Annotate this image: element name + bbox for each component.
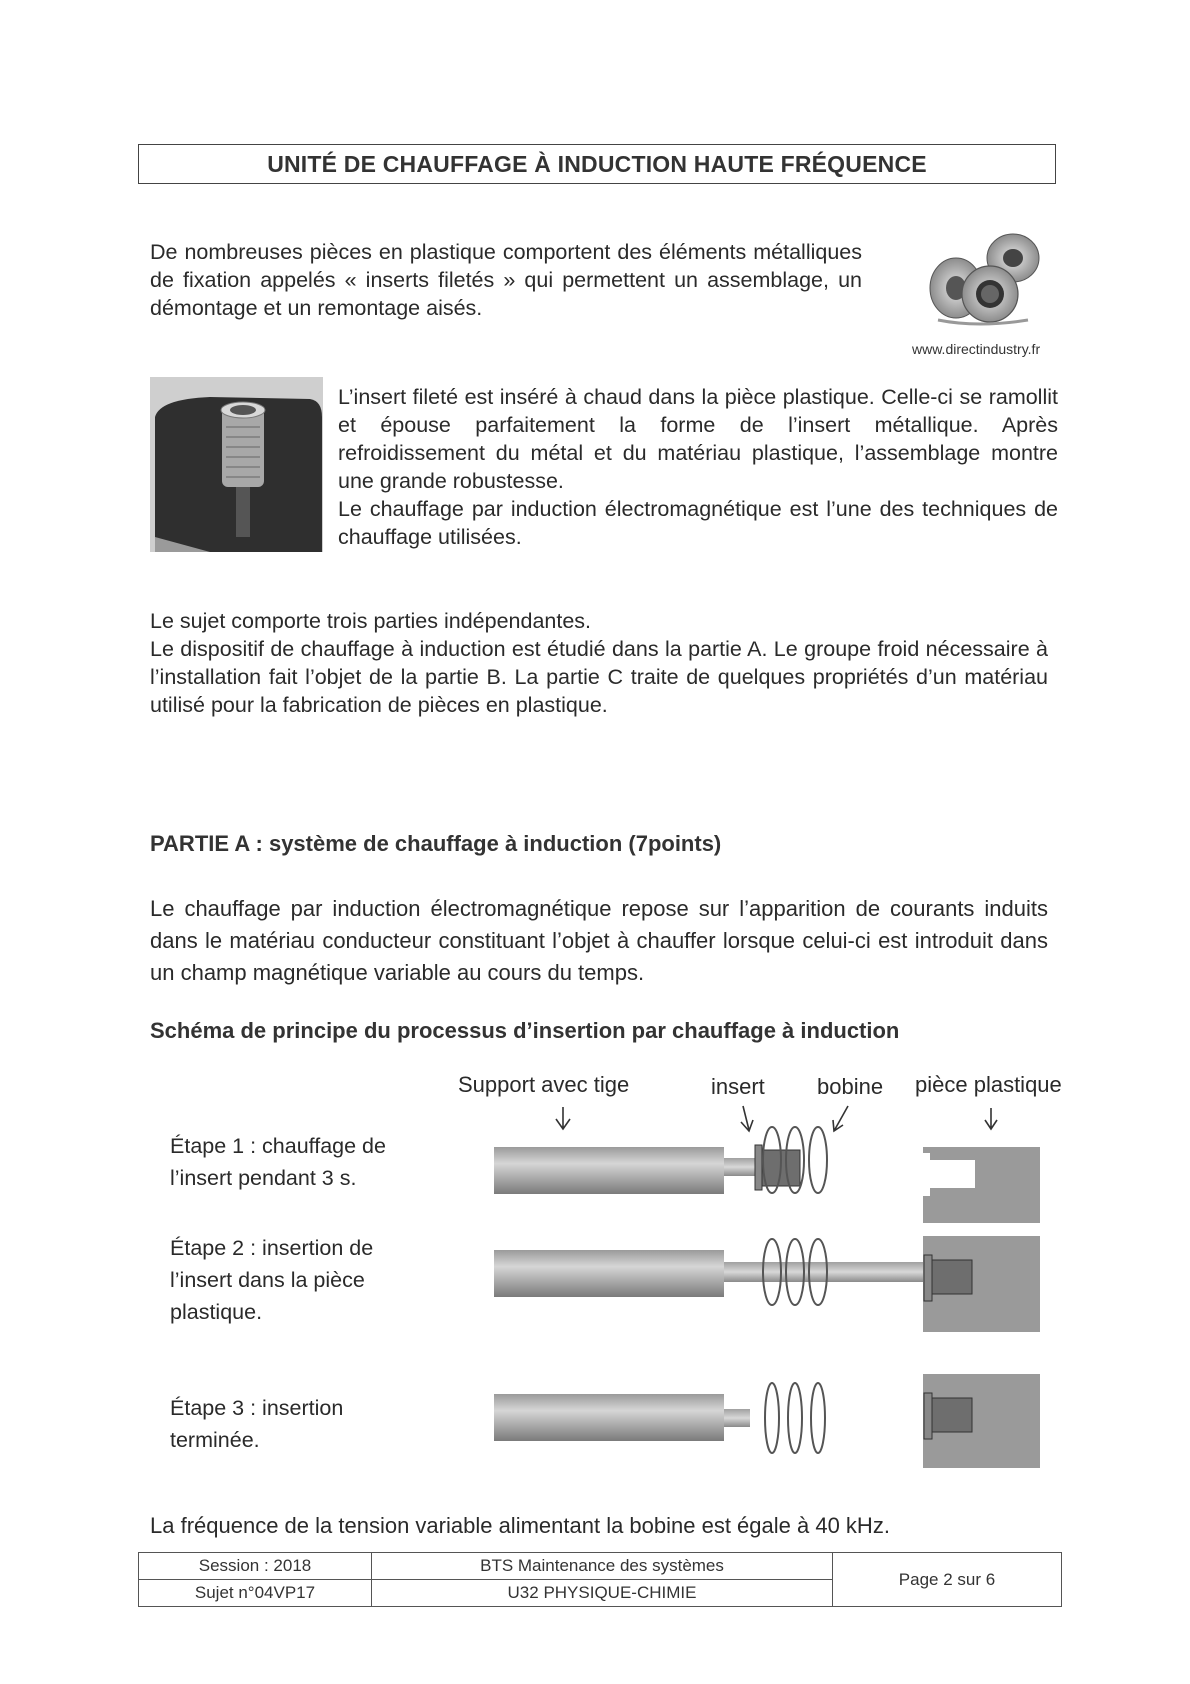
step-3-label: Étape 3 : insertion terminée. — [170, 1396, 344, 1452]
footer-exam: BTS Maintenance des systèmes — [372, 1553, 833, 1580]
label-plastic-part: pièce plastique — [915, 1072, 1062, 1097]
overview-line-1: Le sujet comporte trois parties indépendantes. — [150, 609, 592, 633]
arrow-plastic-part — [985, 1108, 997, 1129]
footer-unit: U32 PHYSIQUE-CHIMIE — [372, 1580, 833, 1607]
label-coil: bobine — [817, 1074, 884, 1099]
frequency-note: La fréquence de la tension variable alimentant la bobine est égale à 40 kHz. — [150, 1513, 890, 1538]
insert-body — [932, 1398, 972, 1432]
image-credit: www.directindustry.fr — [912, 341, 1041, 357]
insert-description-line-2: Le chauffage par induction électromagnétique est l’une des techniques de chauffage utilisées. — [338, 497, 1058, 549]
support-rod — [494, 1147, 724, 1194]
schema-title: Schéma de principe du processus d’insertion par chauffage à induction — [150, 1018, 900, 1043]
step-2-label: Étape 2 : insertion de l’insert dans la pièce plastique. — [170, 1236, 374, 1324]
footer-session: Session : 2018 — [139, 1553, 372, 1580]
arrow-coil — [833, 1106, 848, 1131]
step-2-diagram — [494, 1236, 1040, 1332]
plastic-part — [923, 1147, 1040, 1223]
step-1-diagram — [494, 1127, 1040, 1223]
footer-page: Page 2 sur 6 — [833, 1553, 1062, 1607]
insert-flange — [755, 1145, 762, 1190]
insert-body — [932, 1260, 972, 1294]
insert-flange — [924, 1393, 932, 1439]
label-support: Support avec tige — [458, 1072, 630, 1097]
step-3-diagram — [494, 1374, 1040, 1468]
label-insert: insert — [711, 1074, 765, 1099]
coil — [765, 1383, 825, 1453]
part-a-text: Le chauffage par induction électromagnétique repose sur l’apparition de courants induits dans le matériau conducteur constituant l’objet à chauffer lorsque celui-ci est introduit dans un champ magnétique variable au cours du temps. — [150, 896, 1048, 985]
support-pin — [724, 1409, 750, 1427]
footer-subject: Sujet n°04VP17 — [139, 1580, 372, 1607]
footer-table — [138, 1552, 1062, 1607]
label-arrows — [556, 1106, 997, 1131]
arrow-insert — [741, 1106, 753, 1131]
intro-text: De nombreuses pièces en plastique comportent des éléments métalliques de fixation appelés « inserts filetés » qui permettent un assemblage, un démontage et un remontage aisés. — [150, 240, 862, 320]
support-pin — [724, 1262, 924, 1282]
document-title: UNITÉ DE CHAUFFAGE À INDUCTION HAUTE FRÉQUENCE — [267, 150, 927, 177]
arrow-support — [556, 1107, 570, 1129]
step-1-label: Étape 1 : chauffage de l’insert pendant 3 s. — [170, 1134, 386, 1190]
insert-description-line-1: L’insert fileté est inséré à chaud dans la pièce plastique. Celle-ci se ramollit et épouse parfaitement la forme de l’insert métallique. Après refroidissement du métal et du matériau plastique, l’assemblage montre une grande robustesse. — [338, 385, 1058, 493]
overview-line-2: Le dispositif de chauffage à induction est étudié dans la partie A. Le groupe froid nécessaire à l’installation fait l’objet de la partie B. La partie C traite de quelques propriétés d’un matériau utilisé pour la fabrication de pièces en plastique. — [150, 637, 1048, 717]
support-rod — [494, 1250, 724, 1297]
part-a-title: PARTIE A : système de chauffage à induction (7points) — [150, 831, 722, 856]
insert-flange — [924, 1255, 932, 1301]
support-rod — [494, 1394, 724, 1441]
support-pin — [724, 1158, 756, 1176]
